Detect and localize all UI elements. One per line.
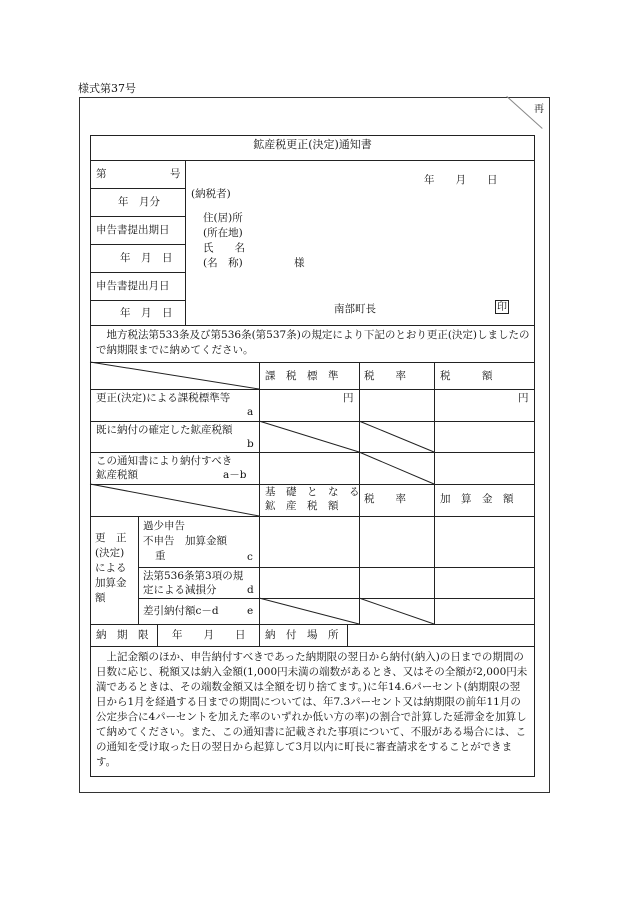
- filing-due-date: 年 月 日: [120, 252, 173, 264]
- side-label-2: (決定): [95, 547, 125, 559]
- side-label-1: 更 正: [95, 532, 127, 544]
- note-text: 上記金額のほか、申告納付すべきであった納期限の翌日から納付(納入)の日までの期間の日数に応じ、税額又は納入金額(1,000円未満の端数があるとき、又はその全額が2,000円未満であるときは、その端数金額又は全額を切り捨てます。)に年14.6パーセント(納期限の翌日から1月を経過する日までの期間については、年7.3パーセント又は納期限の前年11月の公定歩合に4パーセントを加えた率のいずれか低い方の率)の割合で計算した延滞金を加算して納めてください。また、この通知書に記載された事項について、不服がある場合には、この通知を受け取った日の翌日から起算して3月以内に町長に審査請求をすることができます。: [96, 651, 528, 768]
- issue-date: 年 月 日: [424, 174, 498, 186]
- side-label-5: 額: [95, 592, 106, 604]
- row-b-label: 既に納付の確定した鉱産税額: [96, 424, 233, 436]
- payment-place-label: 納 付 場 所: [265, 629, 339, 641]
- row-a-mark: a: [247, 406, 254, 418]
- row-a-label: 更正(決定)による課税標準等: [96, 392, 231, 404]
- due-date-label: 納 期 限: [96, 629, 149, 641]
- intro-text: 地方税法第533条及び第536条(第537条)の規定により下記のとおり更正(決定)しましたので納期限までに納めてください。: [96, 329, 530, 356]
- row-c-mark: c: [247, 551, 253, 563]
- name-label: 氏 名: [203, 242, 245, 254]
- filing-due-label: 申告書提出期日: [96, 224, 170, 236]
- form-number: 様式第37号: [78, 82, 136, 95]
- location-label: (所在地): [203, 227, 243, 239]
- row-d-label-2: 定による減損分: [143, 584, 217, 596]
- row-c-label-2: 不申告 加算金額: [143, 535, 227, 547]
- number-suffix: 号: [170, 168, 181, 180]
- seal-mark: 印: [497, 302, 507, 313]
- row-d-label-1: 法第536条第3項の規: [143, 570, 244, 582]
- corner-mark: 再: [534, 104, 544, 115]
- col-rate-2: 税 率: [364, 493, 406, 505]
- row-ab-mark: a－b: [223, 469, 247, 481]
- col-base-tax-2: 鉱 産 税 額: [265, 500, 339, 512]
- row-e-label: 差引納付額c－d: [143, 605, 219, 617]
- row-c-label-1: 過少申告: [143, 520, 185, 532]
- address-label: 住(居)所: [203, 212, 243, 224]
- unit-yen-amount: 円: [518, 392, 529, 404]
- row-ab-label-1: この通知書により納付すべき: [96, 455, 233, 467]
- row-d-mark: d: [247, 584, 254, 596]
- unit-yen-base: 円: [343, 392, 354, 404]
- col-tax-rate: 税 率: [364, 370, 406, 382]
- col-tax-base: 課 税 標 準: [265, 370, 339, 382]
- col-additional-amount: 加 算 金 額: [440, 493, 514, 505]
- col-base-tax-1: 基 礎 と な る: [265, 486, 360, 498]
- issuer-name: 南部町長: [334, 303, 376, 315]
- col-tax-amount: 税 額: [440, 370, 493, 382]
- row-c-label-3: 重: [155, 550, 166, 562]
- row-e-mark: e: [247, 605, 254, 617]
- year-month-label: 年 月分: [118, 196, 160, 208]
- due-date-value: 年 月 日: [172, 629, 246, 641]
- title-label: (名 称): [203, 257, 243, 269]
- form-title: 鉱産税更正(決定)通知書: [253, 138, 372, 151]
- side-label-3: による: [95, 562, 127, 574]
- side-label-4: 加算金: [95, 577, 127, 589]
- taxpayer-label: (納税者): [191, 188, 231, 200]
- filing-date-date: 年 月 日: [120, 307, 173, 319]
- row-ab-label-2: 鉱産税額: [96, 469, 138, 481]
- row-b-mark: b: [247, 438, 254, 450]
- filing-date-label: 申告書提出月日: [96, 280, 170, 292]
- honorific: 様: [294, 257, 305, 269]
- number-label: 第: [96, 168, 107, 180]
